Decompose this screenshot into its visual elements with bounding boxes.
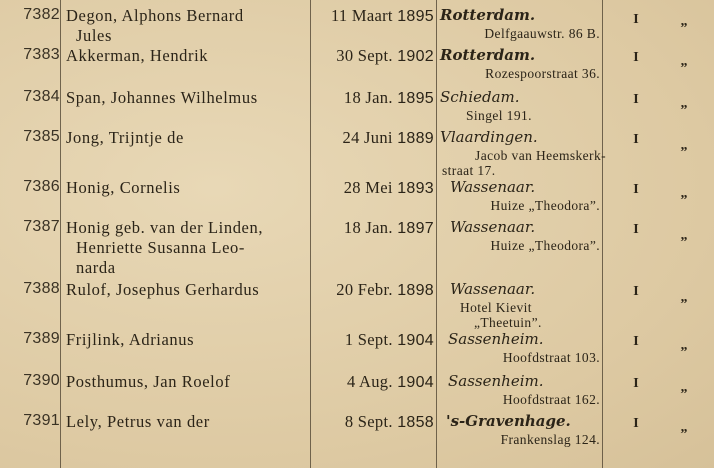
city: Rotterdam.: [440, 6, 536, 24]
birth-date: 20 Febr. 1898: [336, 280, 434, 299]
address: Frankenslag 124.: [500, 432, 600, 447]
city: Schiedam.: [440, 88, 520, 106]
address: Jacob van Heemskerk-: [475, 148, 606, 163]
address: Rozespoorstraat 36.: [485, 66, 600, 81]
birth-date: 1 Sept. 1904: [344, 330, 434, 349]
city: Sassenheim.: [448, 372, 544, 390]
city: 's-Gravenhage.: [446, 412, 571, 430]
birth-date: 8 Sept. 1858: [344, 412, 434, 431]
city: Sassenheim.: [448, 330, 544, 348]
city: Wassenaar.: [450, 178, 536, 196]
entry-number: 7383: [23, 46, 60, 63]
column-rule: [60, 0, 61, 468]
address-continued: „Theetuin”.: [474, 315, 542, 330]
city: Vlaardingen.: [440, 128, 538, 146]
city: Wassenaar.: [450, 280, 536, 298]
person-name: Akkerman, Hendrik: [66, 46, 209, 65]
entry-number: 7385: [23, 128, 60, 145]
mark: I: [633, 132, 639, 147]
entry-number: 7386: [23, 178, 60, 195]
mark: I: [633, 334, 639, 349]
birth-date: 30 Sept. 1902: [336, 46, 434, 65]
person-name: Degon, Alphons Bernard Jules: [66, 6, 244, 45]
address: Hotel Kievit: [460, 300, 532, 315]
entry-number: 7390: [23, 372, 60, 389]
person-name: Rulof, Josephus Gerhardus: [66, 280, 260, 299]
mark: I: [633, 92, 639, 107]
column-rule: [436, 0, 437, 468]
ditto-mark: „: [680, 138, 688, 153]
mark: I: [633, 416, 639, 431]
ditto-mark: „: [680, 420, 688, 435]
entry-number: 7387: [23, 218, 60, 235]
person-name: Honig geb. van der Linden, Henriette Susanna Leo- narda: [66, 218, 264, 277]
entry-number: 7389: [23, 330, 60, 347]
address: Huize „Theodora”.: [490, 238, 600, 253]
entry-number: 7388: [23, 280, 60, 297]
ditto-mark: „: [680, 186, 688, 201]
mark: I: [633, 284, 639, 299]
ditto-mark: „: [680, 380, 688, 395]
person-name: Frijlink, Adrianus: [66, 330, 195, 349]
person-name: Honig, Cornelis: [66, 178, 181, 197]
person-name: Jong, Trijntje de: [66, 128, 184, 147]
birth-date: 18 Jan. 1897: [343, 218, 434, 237]
birth-date: 24 Juni 1889: [342, 128, 434, 147]
address-continued: straat 17.: [442, 163, 496, 178]
ditto-mark: „: [680, 54, 688, 69]
mark: I: [633, 182, 639, 197]
city: Wassenaar.: [450, 218, 536, 236]
ditto-mark: „: [680, 14, 688, 29]
ditto-mark: „: [680, 228, 688, 243]
entry-number: 7391: [23, 412, 60, 429]
ditto-mark: „: [680, 290, 688, 305]
birth-date: 4 Aug. 1904: [346, 372, 434, 391]
ditto-mark: „: [680, 96, 688, 111]
birth-date: 11 Maart 1895: [330, 6, 434, 25]
entry-number: 7382: [23, 6, 60, 23]
person-name: Lely, Petrus van der: [66, 412, 210, 431]
birth-date: 18 Jan. 1895: [343, 88, 434, 107]
birth-date: 28 Mei 1893: [343, 178, 434, 197]
address: Singel 191.: [466, 108, 532, 123]
address: Huize „Theodora”.: [490, 198, 600, 213]
person-name: Span, Johannes Wilhelmus: [66, 88, 258, 107]
person-name: Posthumus, Jan Roelof: [66, 372, 231, 391]
city: Rotterdam.: [440, 46, 536, 64]
mark: I: [633, 12, 639, 27]
address: Hoofdstraat 103.: [502, 350, 600, 365]
address: Delfgaauwstr. 86 B.: [484, 26, 600, 41]
mark: I: [633, 222, 639, 237]
mark: I: [633, 376, 639, 391]
mark: I: [633, 50, 639, 65]
entry-number: 7384: [23, 88, 60, 105]
ditto-mark: „: [680, 338, 688, 353]
address: Hoofdstraat 162.: [502, 392, 600, 407]
